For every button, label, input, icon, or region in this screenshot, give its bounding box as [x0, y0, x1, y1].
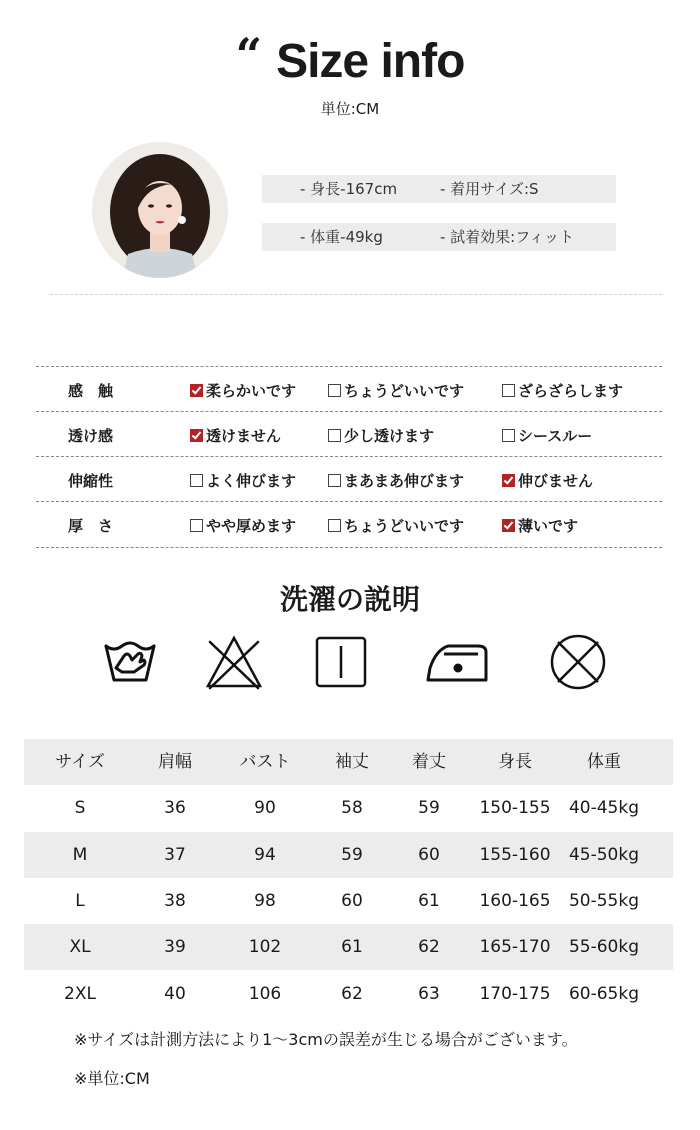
table-cell: M	[72, 844, 88, 865]
title-text: Size info	[276, 35, 465, 88]
table-cell: 40-45kg	[568, 798, 640, 819]
feature-option	[190, 380, 296, 401]
checkbox-icon	[502, 384, 515, 397]
page-title	[0, 28, 700, 89]
table-header-cell: 身長	[498, 752, 532, 772]
feature-label: 感 触	[68, 382, 114, 400]
feature-option	[502, 515, 578, 536]
table-cell: 37	[164, 844, 186, 865]
table-cell: 170-175	[479, 983, 551, 1004]
feature-option-label: よく伸びます	[206, 472, 297, 490]
table-cell: 155-160	[479, 844, 551, 865]
table-cell: 106	[248, 983, 282, 1004]
checked-checkbox-icon	[502, 474, 515, 487]
feature-option	[328, 515, 464, 536]
table-cell: 90	[254, 798, 276, 819]
feature-label: 厚 さ	[68, 517, 114, 535]
unit-label: 単位:CM	[320, 100, 380, 118]
table-cell: 61	[341, 937, 363, 958]
table-cell: XL	[69, 937, 91, 958]
table-cell: 61	[418, 890, 440, 911]
table-cell: 165-170	[479, 937, 551, 958]
table-cell: 60-65kg	[568, 983, 640, 1004]
model-weight: - 体重-49kg	[300, 228, 383, 246]
model-fit: - 試着効果:フィット	[440, 228, 575, 246]
table-cell: L	[75, 890, 85, 911]
feature-row	[36, 411, 662, 457]
table-cell: 58	[341, 798, 363, 819]
table-cell: 50-55kg	[568, 890, 640, 911]
feature-option-label: ざらざらします	[518, 382, 624, 400]
feature-option	[190, 515, 296, 536]
feature-option	[190, 425, 281, 446]
feature-option-label: 少し透けます	[344, 427, 435, 445]
table-row	[24, 785, 673, 831]
table-row	[24, 971, 673, 1017]
table-header-cell: バスト	[239, 752, 291, 772]
hand-wash-icon	[100, 632, 160, 692]
feature-label: 透け感	[68, 427, 114, 445]
feature-option	[328, 380, 464, 401]
checkbox-icon	[328, 429, 341, 442]
checkbox-icon	[328, 519, 341, 532]
table-header-cell: 着丈	[412, 752, 446, 772]
table-header-cell: 袖丈	[335, 752, 369, 772]
washing-title: 洗濯の説明	[279, 583, 420, 616]
feature-option	[502, 425, 592, 446]
model-photo	[92, 142, 228, 278]
measurement-note: ※サイズは計測方法により1～3cmの誤差が生じる場合がございます。	[74, 1030, 578, 1049]
feature-option	[328, 470, 464, 491]
table-cell: 60	[418, 844, 440, 865]
feature-option-label: 薄いです	[518, 517, 579, 535]
unit-note: ※単位:CM	[74, 1069, 150, 1088]
table-cell: 60	[341, 890, 363, 911]
model-size: - 着用サイズ:S	[440, 180, 539, 198]
table-cell: 2XL	[64, 983, 96, 1004]
checkbox-icon	[190, 474, 203, 487]
model-info-row-2	[262, 223, 616, 251]
checked-checkbox-icon	[502, 519, 515, 532]
feature-option	[502, 470, 593, 491]
feature-option-label: まあまあ伸びます	[344, 472, 465, 490]
feature-option-label: ちょうどいいです	[344, 382, 465, 400]
feature-option-label: 透けません	[206, 427, 282, 445]
table-row	[24, 878, 673, 924]
checkbox-icon	[328, 474, 341, 487]
feature-option-label: やや厚めます	[206, 517, 297, 535]
feature-option-label: 伸びません	[518, 472, 594, 490]
table-cell: 39	[164, 937, 186, 958]
table-cell: 38	[164, 890, 186, 911]
table-cell: 94	[254, 844, 276, 865]
no-tumble-dry-icon	[548, 632, 608, 692]
table-cell: 59	[418, 798, 440, 819]
feature-option	[190, 470, 296, 491]
iron-low-icon	[424, 632, 490, 692]
table-cell: 59	[341, 844, 363, 865]
table-cell: 160-165	[479, 890, 551, 911]
divider	[50, 294, 662, 295]
feature-option-label: 柔らかいです	[206, 382, 297, 400]
table-cell: 45-50kg	[568, 844, 640, 865]
table-cell: S	[74, 798, 86, 819]
table-cell: 62	[418, 937, 440, 958]
feature-row	[36, 501, 662, 548]
checkbox-icon	[328, 384, 341, 397]
feature-option	[502, 380, 623, 401]
feature-row	[36, 456, 662, 502]
feature-label: 伸縮性	[68, 472, 114, 490]
model-info-row-1	[262, 175, 616, 203]
table-cell: 62	[341, 983, 363, 1004]
table-cell: 36	[164, 798, 186, 819]
feature-option-label: ちょうどいいです	[344, 517, 465, 535]
table-header-cell: サイズ	[55, 752, 105, 772]
checked-checkbox-icon	[190, 429, 203, 442]
table-header-cell: 肩幅	[158, 752, 192, 772]
table-header-row	[24, 739, 673, 785]
no-bleach-icon	[204, 632, 264, 692]
model-height: - 身長-167cm	[300, 180, 398, 198]
table-cell: 150-155	[479, 798, 551, 819]
feature-row	[36, 366, 662, 412]
table-cell: 55-60kg	[568, 937, 640, 958]
checkbox-icon	[502, 429, 515, 442]
line-dry-icon	[311, 632, 371, 692]
quote-mark: “	[235, 28, 263, 82]
table-cell: 40	[164, 983, 186, 1004]
table-row	[24, 924, 673, 970]
checkbox-icon	[190, 519, 203, 532]
feature-option	[328, 425, 434, 446]
table-cell: 102	[248, 937, 282, 958]
table-header-cell: 体重	[587, 752, 621, 772]
feature-option-label: シースルー	[518, 427, 593, 445]
table-cell: 98	[254, 890, 276, 911]
table-cell: 63	[418, 983, 440, 1004]
table-row	[24, 832, 673, 878]
checked-checkbox-icon	[190, 384, 203, 397]
